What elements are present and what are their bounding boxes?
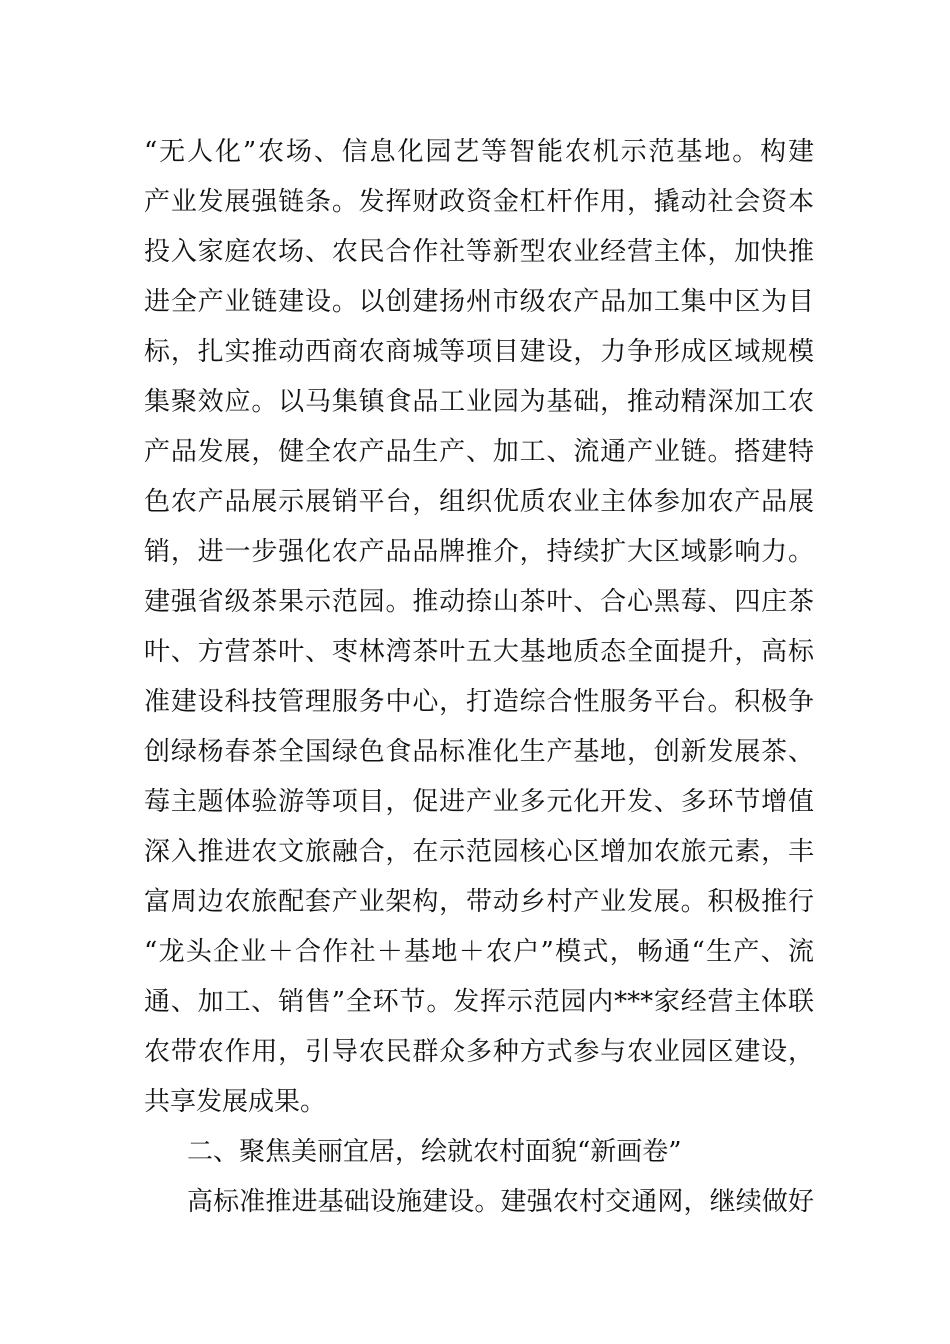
- text-line: 农带农作用，引导农民群众多种方式参与农业园区建设，: [144, 1037, 814, 1067]
- text-line: 创绿杨春茶全国绿色食品标准化生产基地，创新发展茶、: [144, 737, 814, 767]
- text-line: 通、加工、销售”全环节。发挥示范园内***家经营主体联: [144, 987, 814, 1017]
- text-line: 进全产业链建设。以创建扬州市级农产品加工集中区为目: [144, 287, 814, 317]
- section-heading: 二、聚焦美丽宜居，绘就农村面貌“新画卷”: [187, 1137, 682, 1167]
- text-line: 建强省级茶果示范园。推动捺山茶叶、合心黑莓、四庄茶: [144, 587, 814, 617]
- text-line: 集聚效应。以马集镇食品工业园为基础，推动精深加工农: [144, 387, 814, 417]
- text-line: 富周边农旅配套产业架构，带动乡村产业发展。积极推行: [144, 887, 814, 917]
- text-line: 高标准推进基础设施建设。建强农村交通网，继续做好: [187, 1187, 814, 1217]
- text-line: 产品发展，健全农产品生产、加工、流通产业链。搭建特: [144, 437, 814, 467]
- text-line: 共享发展成果。: [144, 1087, 327, 1117]
- text-line: 深入推进农文旅融合，在示范园核心区增加农旅元素，丰: [144, 837, 814, 867]
- text-line: 莓主题体验游等项目，促进产业多元化开发、多环节增值: [144, 787, 814, 817]
- text-line: 色农产品展示展销平台，组织优质农业主体参加农产品展: [144, 487, 814, 517]
- text-line: “龙头企业＋合作社＋基地＋农户”模式，畅通“生产、流: [144, 937, 814, 967]
- text-line: 叶、方营茶叶、枣林湾茶叶五大基地质态全面提升，高标: [144, 637, 814, 667]
- text-line: 投入家庭农场、农民合作社等新型农业经营主体，加快推: [144, 237, 814, 267]
- text-line: “无人化”农场、信息化园艺等智能农机示范基地。构建: [144, 137, 814, 167]
- text-line: 产业发展强链条。发挥财政资金杠杆作用，撬动社会资本: [144, 187, 814, 217]
- text-line: 销，进一步强化农产品品牌推介，持续扩大区域影响力。: [144, 537, 814, 567]
- text-line: 标，扎实推动西商农商城等项目建设，力争形成区域规模: [144, 337, 814, 367]
- text-line: 准建设科技管理服务中心，打造综合性服务平台。积极争: [144, 687, 814, 717]
